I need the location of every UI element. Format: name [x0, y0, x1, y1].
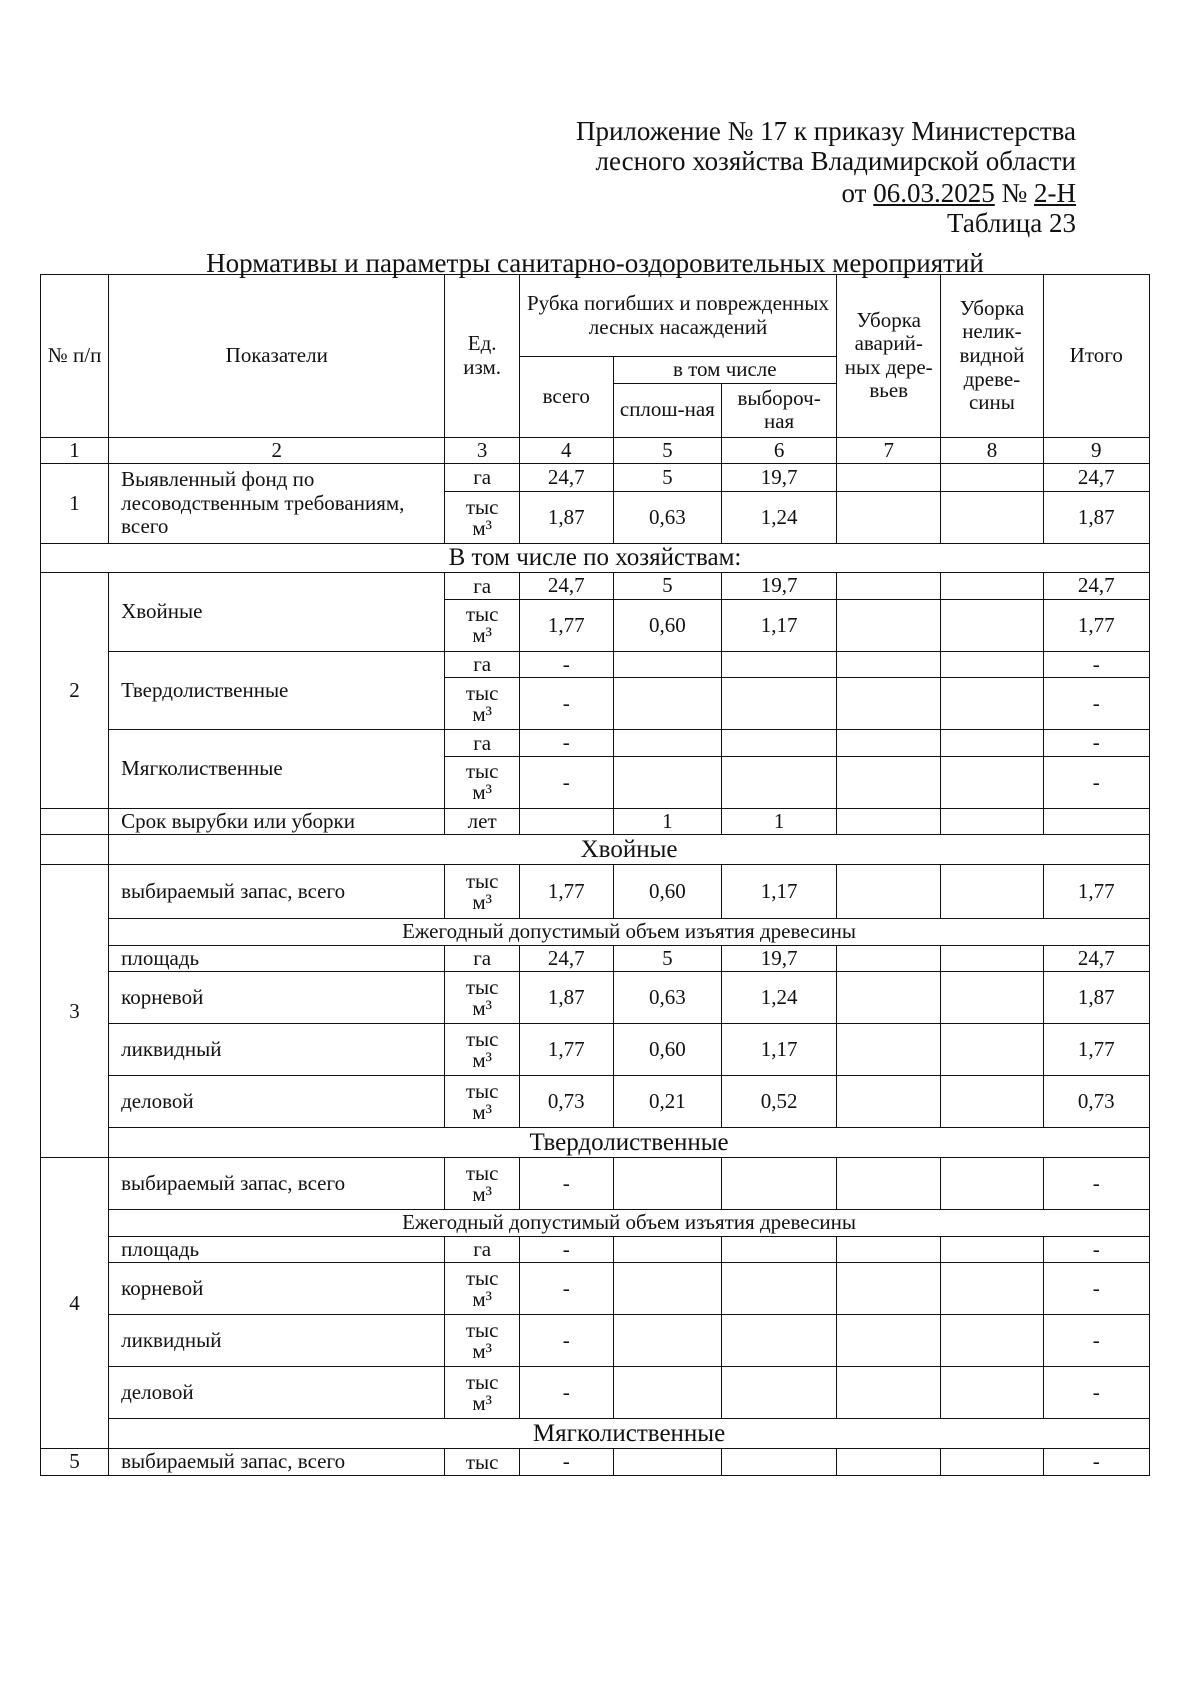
header-date-prefix: от	[841, 178, 874, 208]
cell-dash: -	[519, 730, 613, 757]
cell-dash: -	[519, 756, 613, 808]
unit-thous-m3: тыс м³	[445, 1315, 519, 1367]
cell-value: 19,7	[722, 945, 837, 972]
annual-title: Ежегодный допустимый объем изъятия древесины	[109, 1210, 1150, 1237]
header-felling: Рубка погибших и поврежденных лесных насаждений	[519, 275, 836, 357]
table-row	[41, 1449, 1150, 1476]
cell-empty	[837, 1158, 941, 1210]
row-label: выбираемый запас, всего	[109, 1449, 445, 1476]
cell-dash: -	[1043, 1315, 1149, 1367]
cell-value: 1,24	[722, 972, 837, 1024]
cell-empty	[722, 1367, 837, 1419]
header-number: 2-Н	[1034, 178, 1076, 208]
unit-thous-m3: тыс м³	[445, 1158, 519, 1210]
cell-empty	[941, 1449, 1043, 1476]
cell-empty	[613, 1367, 722, 1419]
table-row	[41, 1076, 1150, 1128]
unit-thous-m3: тыс м³	[445, 599, 519, 651]
cell-value: 24,7	[519, 464, 613, 492]
unit-thous: тыс	[445, 1449, 519, 1476]
cell-empty	[837, 1367, 941, 1419]
header-clear: сплош-ная	[613, 383, 722, 437]
row-label: выбираемый запас, всего	[109, 1158, 445, 1210]
cell-empty	[837, 573, 941, 600]
cell-empty	[837, 678, 941, 730]
cell-value: 1,17	[722, 1024, 837, 1076]
cell-value: 1	[613, 808, 722, 835]
column-numbers-row	[41, 437, 1150, 464]
cell-value: 1,24	[722, 492, 837, 544]
cell-dash: -	[519, 1158, 613, 1210]
cell-empty	[837, 730, 941, 757]
cell-empty	[837, 464, 941, 492]
document-title: Нормативы и параметры санитарно-оздоровительных мероприятий	[206, 248, 984, 278]
cell-empty	[41, 808, 109, 835]
cell-empty	[613, 1236, 722, 1263]
cell-dash: -	[519, 1236, 613, 1263]
table-row	[41, 1315, 1150, 1367]
unit-ha: га	[445, 1236, 519, 1263]
cell-empty	[613, 1158, 722, 1210]
cell-dash: -	[1043, 1158, 1149, 1210]
unit-ha: га	[445, 573, 519, 600]
cell-empty	[519, 808, 613, 835]
cell-empty	[941, 1236, 1043, 1263]
cell-dash: -	[1043, 678, 1149, 730]
unit-thous-m3: тыс м³	[445, 1076, 519, 1128]
cell-empty	[941, 756, 1043, 808]
cell-value: 0,60	[613, 599, 722, 651]
row-label: выбираемый запас, всего	[109, 865, 445, 919]
cell-value: 19,7	[722, 573, 837, 600]
cell-empty	[613, 1263, 722, 1315]
cell-empty	[837, 1315, 941, 1367]
section-row	[41, 1128, 1150, 1158]
row-label: ликвидный	[109, 1315, 445, 1367]
cell-value: 0,60	[613, 1024, 722, 1076]
cell-empty	[837, 492, 941, 544]
cell-empty	[41, 835, 109, 865]
unit-thous-m3: тыс м³	[445, 678, 519, 730]
col-number: 6	[722, 437, 837, 464]
cell-value: 1,77	[1043, 599, 1149, 651]
cell-dash: -	[1043, 1367, 1149, 1419]
cell-empty	[837, 1263, 941, 1315]
cell-empty	[941, 1158, 1043, 1210]
section-title: Твердолиственные	[109, 1128, 1150, 1158]
cell-empty	[722, 1449, 837, 1476]
cell-value: 5	[613, 945, 722, 972]
cell-dash: -	[519, 1449, 613, 1476]
cell-empty	[941, 573, 1043, 600]
col-number: 7	[837, 437, 941, 464]
row-label: Мягколиственные	[109, 730, 445, 809]
cell-empty	[722, 1263, 837, 1315]
row-label: площадь	[109, 945, 445, 972]
cell-value: 1,87	[519, 492, 613, 544]
cell-empty	[941, 678, 1043, 730]
unit-years: лет	[445, 808, 519, 835]
cell-empty	[941, 865, 1043, 919]
unit-thous-m3: тыс м³	[445, 1367, 519, 1419]
col-number: 1	[41, 437, 109, 464]
unit-ha: га	[445, 945, 519, 972]
cell-value: 1,77	[519, 865, 613, 919]
cell-dash: -	[519, 651, 613, 678]
table-row	[41, 972, 1150, 1024]
table-row	[41, 464, 1150, 492]
header-unmerchantable: Уборка нелик-видной древе-сины	[941, 275, 1043, 438]
table-row	[41, 651, 1150, 678]
cell-dash: -	[1043, 1449, 1149, 1476]
section-row	[41, 1419, 1150, 1449]
unit-thous-m3: тыс м³	[445, 492, 519, 544]
cell-empty	[613, 730, 722, 757]
header-including: в том числе	[613, 357, 837, 384]
cell-empty	[722, 756, 837, 808]
unit-thous-m3: тыс м³	[445, 1263, 519, 1315]
cell-empty	[941, 1263, 1043, 1315]
cell-value: 1,17	[722, 599, 837, 651]
cell-value: 0,52	[722, 1076, 837, 1128]
row-label: Хвойные	[109, 573, 445, 652]
section-row	[41, 835, 1150, 865]
row-number: 4	[41, 1158, 109, 1449]
row-label: Твердолиственные	[109, 651, 445, 730]
cell-value: 5	[613, 573, 722, 600]
row-number: 5	[41, 1449, 109, 1476]
cell-empty	[837, 972, 941, 1024]
col-number: 3	[445, 437, 519, 464]
row-label: деловой	[109, 1367, 445, 1419]
row-label: деловой	[109, 1076, 445, 1128]
header-date: 06.03.2025	[873, 178, 995, 208]
cell-value: 0,21	[613, 1076, 722, 1128]
cell-empty	[837, 808, 941, 835]
header-selective: выбороч-ная	[722, 383, 837, 437]
cell-empty	[941, 599, 1043, 651]
cell-value: 24,7	[1043, 464, 1149, 492]
table-row	[41, 865, 1150, 919]
cell-empty	[837, 599, 941, 651]
cell-value: 1	[722, 808, 837, 835]
unit-thous-m3: тыс м³	[445, 865, 519, 919]
cell-value: 0,73	[1043, 1076, 1149, 1128]
table-row	[41, 1158, 1150, 1210]
cell-empty	[941, 1315, 1043, 1367]
cell-empty	[722, 730, 837, 757]
table-row	[41, 1024, 1150, 1076]
row-label: Срок вырубки или уборки	[109, 808, 445, 835]
cell-empty	[837, 756, 941, 808]
cell-value: 1,77	[1043, 865, 1149, 919]
cell-empty	[837, 865, 941, 919]
row-number: 1	[41, 464, 109, 544]
cell-empty	[837, 945, 941, 972]
cell-empty	[941, 808, 1043, 835]
cell-value: 5	[613, 464, 722, 492]
cell-value: 24,7	[519, 945, 613, 972]
cell-empty	[722, 1236, 837, 1263]
cell-empty	[837, 1024, 941, 1076]
table-row	[41, 808, 1150, 835]
annual-title: Ежегодный допустимый объем изъятия древесины	[109, 919, 1150, 946]
cell-empty	[722, 678, 837, 730]
norms-table	[40, 274, 1150, 1476]
section-title: Хвойные	[109, 835, 1150, 865]
unit-ha: га	[445, 464, 519, 492]
cell-dash: -	[1043, 1236, 1149, 1263]
unit-thous-m3: тыс м³	[445, 756, 519, 808]
col-number: 4	[519, 437, 613, 464]
cell-empty	[941, 945, 1043, 972]
section-row	[41, 544, 1150, 573]
cell-empty	[941, 1367, 1043, 1419]
header-emergency: Уборка аварий-ных дере-вьев	[837, 275, 941, 438]
cell-dash: -	[1043, 651, 1149, 678]
row-label: площадь	[109, 1236, 445, 1263]
header-unit: Ед. изм.	[445, 275, 519, 438]
table-row	[41, 1367, 1150, 1419]
cell-empty	[941, 1076, 1043, 1128]
cell-value: 0,73	[519, 1076, 613, 1128]
col-number: 9	[1043, 437, 1149, 464]
cell-empty	[837, 1449, 941, 1476]
header-indicators: Показатели	[109, 275, 445, 438]
farms-title: В том числе по хозяйствам:	[41, 544, 1150, 573]
cell-value: 0,63	[613, 492, 722, 544]
unit-thous-m3: тыс м³	[445, 972, 519, 1024]
col-number: 2	[109, 437, 445, 464]
cell-empty	[837, 651, 941, 678]
cell-empty	[722, 651, 837, 678]
table-number: Таблица 23	[947, 208, 1076, 238]
cell-dash: -	[519, 1263, 613, 1315]
cell-empty	[837, 1236, 941, 1263]
cell-value: 0,63	[613, 972, 722, 1024]
cell-empty	[941, 730, 1043, 757]
row-number: 2	[41, 573, 109, 809]
cell-dash: -	[519, 1367, 613, 1419]
cell-dash: -	[1043, 756, 1149, 808]
row-label: корневой	[109, 972, 445, 1024]
cell-dash: -	[1043, 730, 1149, 757]
header-line-3	[842, 180, 1076, 207]
cell-empty	[613, 651, 722, 678]
cell-value: 1,77	[519, 599, 613, 651]
cell-value: 0,60	[613, 865, 722, 919]
cell-value: 24,7	[1043, 573, 1149, 600]
header-all: всего	[519, 357, 613, 438]
table-row	[41, 945, 1150, 972]
cell-empty	[613, 1315, 722, 1367]
row-label: Выявленный фонд по лесоводственным требованиям, всего	[109, 464, 445, 544]
unit-thous-m3: тыс м³	[445, 1024, 519, 1076]
cell-empty	[941, 972, 1043, 1024]
table-row	[41, 573, 1150, 600]
header-total: Итого	[1043, 275, 1149, 438]
section-title: Мягколиственные	[109, 1419, 1150, 1449]
cell-empty	[941, 651, 1043, 678]
row-label: ликвидный	[109, 1024, 445, 1076]
subsection-row	[41, 1210, 1150, 1237]
table-row	[41, 1236, 1150, 1263]
cell-empty	[941, 464, 1043, 492]
unit-ha: га	[445, 730, 519, 757]
cell-value: 24,7	[1043, 945, 1149, 972]
cell-dash: -	[519, 678, 613, 730]
table-header-row	[41, 275, 1150, 357]
cell-empty	[613, 678, 722, 730]
cell-empty	[722, 1158, 837, 1210]
cell-value: 1,87	[1043, 972, 1149, 1024]
unit-ha: га	[445, 651, 519, 678]
cell-dash: -	[1043, 1263, 1149, 1315]
cell-empty	[613, 756, 722, 808]
table-row	[41, 730, 1150, 757]
cell-empty	[1043, 808, 1149, 835]
cell-value: 1,77	[519, 1024, 613, 1076]
cell-empty	[941, 1024, 1043, 1076]
subsection-row	[41, 919, 1150, 946]
header-line-1: Приложение № 17 к приказу Министерства	[575, 116, 1076, 146]
cell-value: 1,17	[722, 865, 837, 919]
cell-value: 1,77	[1043, 1024, 1149, 1076]
cell-value: 1,87	[519, 972, 613, 1024]
cell-empty	[722, 1315, 837, 1367]
cell-empty	[941, 492, 1043, 544]
cell-empty	[837, 1076, 941, 1128]
col-number: 8	[941, 437, 1043, 464]
cell-dash: -	[519, 1315, 613, 1367]
row-label: корневой	[109, 1263, 445, 1315]
header-number-prefix: №	[994, 178, 1034, 208]
header-line-2: лесного хозяйства Владимирской области	[595, 146, 1076, 176]
cell-value: 19,7	[722, 464, 837, 492]
row-number: 3	[41, 865, 109, 1158]
header-num: № п/п	[41, 275, 109, 438]
cell-empty	[613, 1449, 722, 1476]
cell-value: 1,87	[1043, 492, 1149, 544]
table-row	[41, 1263, 1150, 1315]
cell-value: 24,7	[519, 573, 613, 600]
col-number: 5	[613, 437, 722, 464]
